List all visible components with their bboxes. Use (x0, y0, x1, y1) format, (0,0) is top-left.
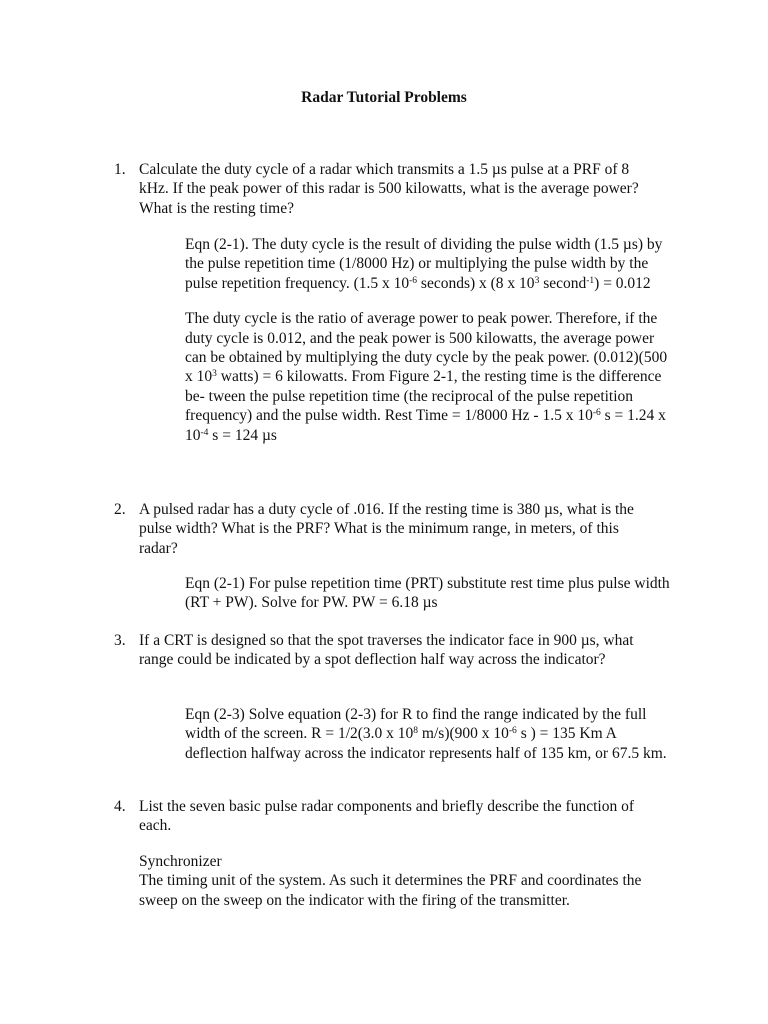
question-number: 3. (114, 632, 126, 649)
question-3 (114, 631, 654, 670)
answer-1-paragraph-2: The duty cycle is the ratio of average power to peak power. Therefore, if the duty cycle is 0.012, and the peak power is 500 kilowatts, the average power can be obtained by multiplying the duty cycle by the peak power. (0.012)(500 x $10^3$ watts) = 6 kilowatts. From Figure 2-1, the resting time is the difference be- tween the pulse repetition time (the reciprocal of the pulse repetition frequency) and the pulse width. Rest Time = 1/8000 Hz - 1.5 x $10^{-6}$ s = 1.24 x $10^{-4}$ s = 124 µs (185, 310, 668, 444)
answer-3-text: Eqn (2-3) Solve equation (2-3) for R to find the range indicated by the full width of the screen. R = 1/2(3.0 x $10^8$ m/s)(900 x $10^{-6}$ s ) = 135 Km A deflection halfway across the indicator represents half of 135 km, or 67.5 km. (185, 706, 667, 762)
component-description: The timing unit of the system. As such it determines the PRF and coordinates the sweep on the sweep on the indicator with the firing of the transmitter. (139, 872, 642, 909)
page-title: Radar Tutorial Problems (301, 89, 467, 106)
question-4 (114, 797, 654, 836)
question-text: Calculate the duty cycle of a radar which transmits a 1.5 µs pulse at a PRF of 8 kHz. If the peak power of this radar is 500 kilowatts, what is the average power? What is the resting time? (139, 161, 639, 217)
answer-2-text: Eqn (2-1) For pulse repetition time (PRT) substitute rest time plus pulse width (RT + PW). Solve for PW. PW = 6.18 µs (185, 575, 670, 612)
question-text: If a CRT is designed so that the spot traverses the indicator face in 900 µs, what range could be indicated by a spot deflection half way across the indicator? (139, 632, 634, 669)
question-number: 1. (114, 161, 126, 178)
question-2 (114, 500, 654, 558)
question-number: 2. (114, 501, 126, 518)
question-1 (114, 160, 654, 218)
question-number: 4. (114, 798, 126, 815)
answer-1-paragraph-1: Eqn (2-1). The duty cycle is the result of dividing the pulse width (1.5 µs) by the pulse repetition time (1/8000 Hz) or multiplying the pulse width by the pulse repetition frequency. (1.5 x $10^{-6}$ seconds) x (8 x $10^3$ second$^{-1}$) = 0.012 (185, 236, 663, 292)
answer-3 (185, 705, 677, 763)
component-synchronizer (139, 852, 659, 910)
component-name: Synchronizer (139, 853, 222, 870)
question-text: A pulsed radar has a duty cycle of .016. If the resting time is 380 µs, what is the pulse width? What is the PRF? What is the minimum range, in meters, of this radar? (139, 501, 634, 557)
question-text: List the seven basic pulse radar components and briefly describe the function of each. (139, 798, 634, 835)
answer-2 (185, 574, 677, 613)
answer-1 (185, 235, 677, 445)
